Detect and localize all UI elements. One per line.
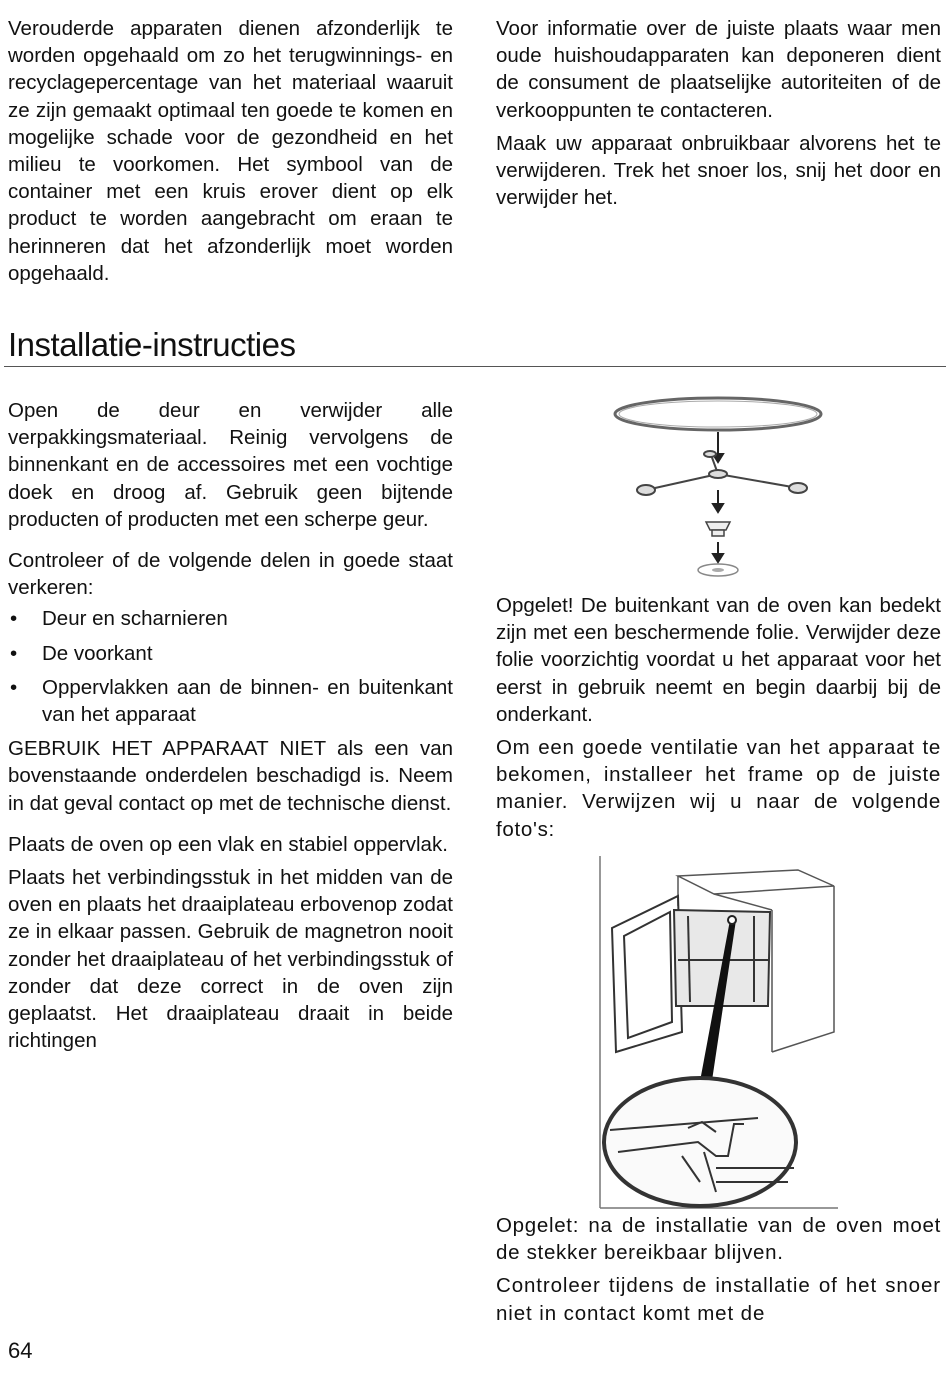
list-item: • Deur en scharnieren xyxy=(8,605,453,632)
installation-left-column xyxy=(8,397,453,1054)
check-parts-paragraph: Controleer of de volgende delen in goede staat verkeren: xyxy=(8,549,453,600)
plug-paragraph: Opgelet: na de installatie van de oven moet de stekker bereikbaar blijven. xyxy=(496,1214,941,1265)
turntable-plate xyxy=(615,398,821,430)
unusable-paragraph: Maak uw apparaat onbruikbaar alvorens het te verwijderen. Trek het snoer los, snij het door en verwijder het. xyxy=(496,131,941,210)
unpack-paragraph: Open de deur en verwijder alle verpakkingsmateriaal. Reinig vervolgens de binnenkant en de accessoires met een vochtige doek en droog af. Gebruik geen bijtende producten of producten met een scherpe geur. xyxy=(8,399,453,531)
installation-right-column xyxy=(496,592,941,843)
section-title: Installatie-instructies xyxy=(8,326,296,363)
disposal-paragraph: Verouderde apparaten dienen afzonderlijk te worden opgehaald om zo het terugwinnings- en recyclagepercentage van het materiaal waaruit ze zijn gemaakt optimaal ten goede te komen en mogelijke schade voor de gezondheid en het milieu te voorkomen. Het symbool van de container met een kruis erover dient op elk product te worden aangebracht om eraan te herinneren dat het afzonderlijk moet worden opgehaald. xyxy=(8,17,453,285)
installation-frame xyxy=(612,896,770,1052)
turntable-illustration xyxy=(600,392,840,582)
turntable-paragraph: Plaats het verbindingsstuk in het midden van de oven en plaats het draaiplateau erbovenop zodat ze in elkaar passen. Gebruik de magnetron nooit zonder het draaiplateau of het verbindingsstuk of zonder dat deze correct in de oven zijn geplaatst. Het draaiplateau draait in beide richtingen xyxy=(8,866,453,1053)
warning-paragraph: GEBRUIK HET APPARAAT NIET als een van bovenstaande onderdelen beschadigd is. Neem in dat geval contact op met de technische dienst. xyxy=(8,737,453,815)
bullet-icon: • xyxy=(10,675,18,699)
frame-illustration xyxy=(598,856,842,1212)
parts-list xyxy=(8,605,453,728)
disposal-info-paragraph: Voor informatie over de juiste plaats waar men oude huishoudapparaten kan deponeren dient de consument de plaatselijke autoriteiten of de verkooppunten te contacteren. xyxy=(496,17,941,122)
arrow-icon xyxy=(713,542,723,562)
installation-right-bottom xyxy=(496,1212,941,1327)
roller-ring xyxy=(637,451,807,495)
list-item: • Oppervlakken aan de binnen- en buitenkant van het apparaat xyxy=(10,675,453,727)
section-divider xyxy=(4,366,946,367)
top-left-column xyxy=(8,15,453,287)
arrow-icon xyxy=(713,490,723,512)
bullet-icon: • xyxy=(10,641,18,665)
detail-magnifier xyxy=(604,1078,796,1206)
bullet-icon: • xyxy=(10,607,18,631)
page-number: 64 xyxy=(8,1338,33,1363)
cord-paragraph: Controleer tijdens de installatie of het snoer niet in contact komt met de xyxy=(496,1274,941,1325)
list-item: • De voorkant xyxy=(8,640,453,667)
placement-paragraph: Plaats de oven op een vlak en stabiel oppervlak. xyxy=(8,832,448,856)
top-right-column xyxy=(496,15,941,211)
coupler xyxy=(706,522,730,536)
foil-paragraph: Opgelet! De buitenkant van de oven kan bedekt zijn met een beschermende folie. Verwijder deze folie voorzichtig voordat u het apparaat voor het eerst in gebruik neemt en begin daarbij bij de onderkant. xyxy=(496,594,941,726)
ventilation-paragraph: Om een goede ventilatie van het apparaat te bekomen, installeer het frame op de juiste manier. Verwijzen wij u naar de volgende foto's: xyxy=(496,736,941,841)
arrow-icon xyxy=(713,432,723,462)
